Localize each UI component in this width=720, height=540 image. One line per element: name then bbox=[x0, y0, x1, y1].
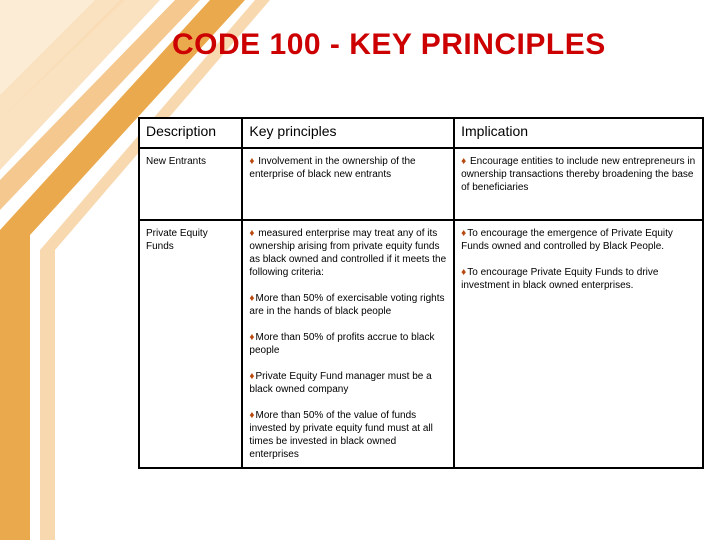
list-item: ♦To encourage the emergence of Private Equity Funds owned and controlled by Black People. bbox=[461, 228, 673, 252]
list-item: ♦ Involvement in the ownership of the enterprise of black new entrants bbox=[249, 156, 416, 180]
list-item: ♦More than 50% of exercisable voting rights are in the hands of black people bbox=[249, 293, 445, 317]
diamond-bullet-icon: ♦ bbox=[249, 228, 255, 239]
list-item: ♦To encourage Private Equity Funds to drive investment in black owned enterprises. bbox=[461, 267, 659, 291]
diamond-bullet-icon: ♦ bbox=[461, 156, 467, 167]
diamond-bullet-icon: ♦ bbox=[249, 410, 255, 421]
list-item: ♦Private Equity Fund manager must be a black owned company bbox=[249, 371, 432, 395]
cell-description: New Entrants bbox=[139, 148, 242, 220]
list-item: ♦More than 50% of the value of funds invested by private equity fund must at all times be invested in black owned enterprises bbox=[249, 410, 433, 460]
cell-principles bbox=[242, 148, 454, 220]
table-row bbox=[139, 220, 703, 468]
cell-implications bbox=[454, 220, 703, 468]
list-item: ♦ Encourage entities to include new entrepreneurs in ownership transactions thereby broadening the base of beneficiaries bbox=[461, 156, 696, 193]
list-item: ♦ measured enterprise may treat any of its ownership arising from private equity funds as black owned and controlled if it meets the following criteria: bbox=[249, 228, 447, 278]
diamond-bullet-icon: ♦ bbox=[249, 156, 255, 167]
cell-description: Private Equity Funds bbox=[139, 220, 242, 468]
diamond-bullet-icon: ♦ bbox=[461, 228, 467, 239]
cell-implications bbox=[454, 148, 703, 220]
header-key-principles: Key principles bbox=[242, 118, 454, 148]
cell-principles bbox=[242, 220, 454, 468]
slide-title: CODE 100 - KEY PRINCIPLES bbox=[172, 28, 606, 61]
table-header-row bbox=[139, 118, 703, 148]
diamond-bullet-icon: ♦ bbox=[249, 371, 255, 382]
header-implication: Implication bbox=[454, 118, 703, 148]
dti-logo bbox=[40, 265, 130, 520]
diamond-bullet-icon: ♦ bbox=[249, 293, 255, 304]
diamond-bullet-icon: ♦ bbox=[461, 267, 467, 278]
diamond-bullet-icon: ♦ bbox=[249, 332, 255, 343]
principles-table bbox=[138, 117, 704, 469]
header-description: Description bbox=[139, 118, 242, 148]
list-item: ♦More than 50% of profits accrue to black people bbox=[249, 332, 435, 356]
table-row bbox=[139, 148, 703, 220]
